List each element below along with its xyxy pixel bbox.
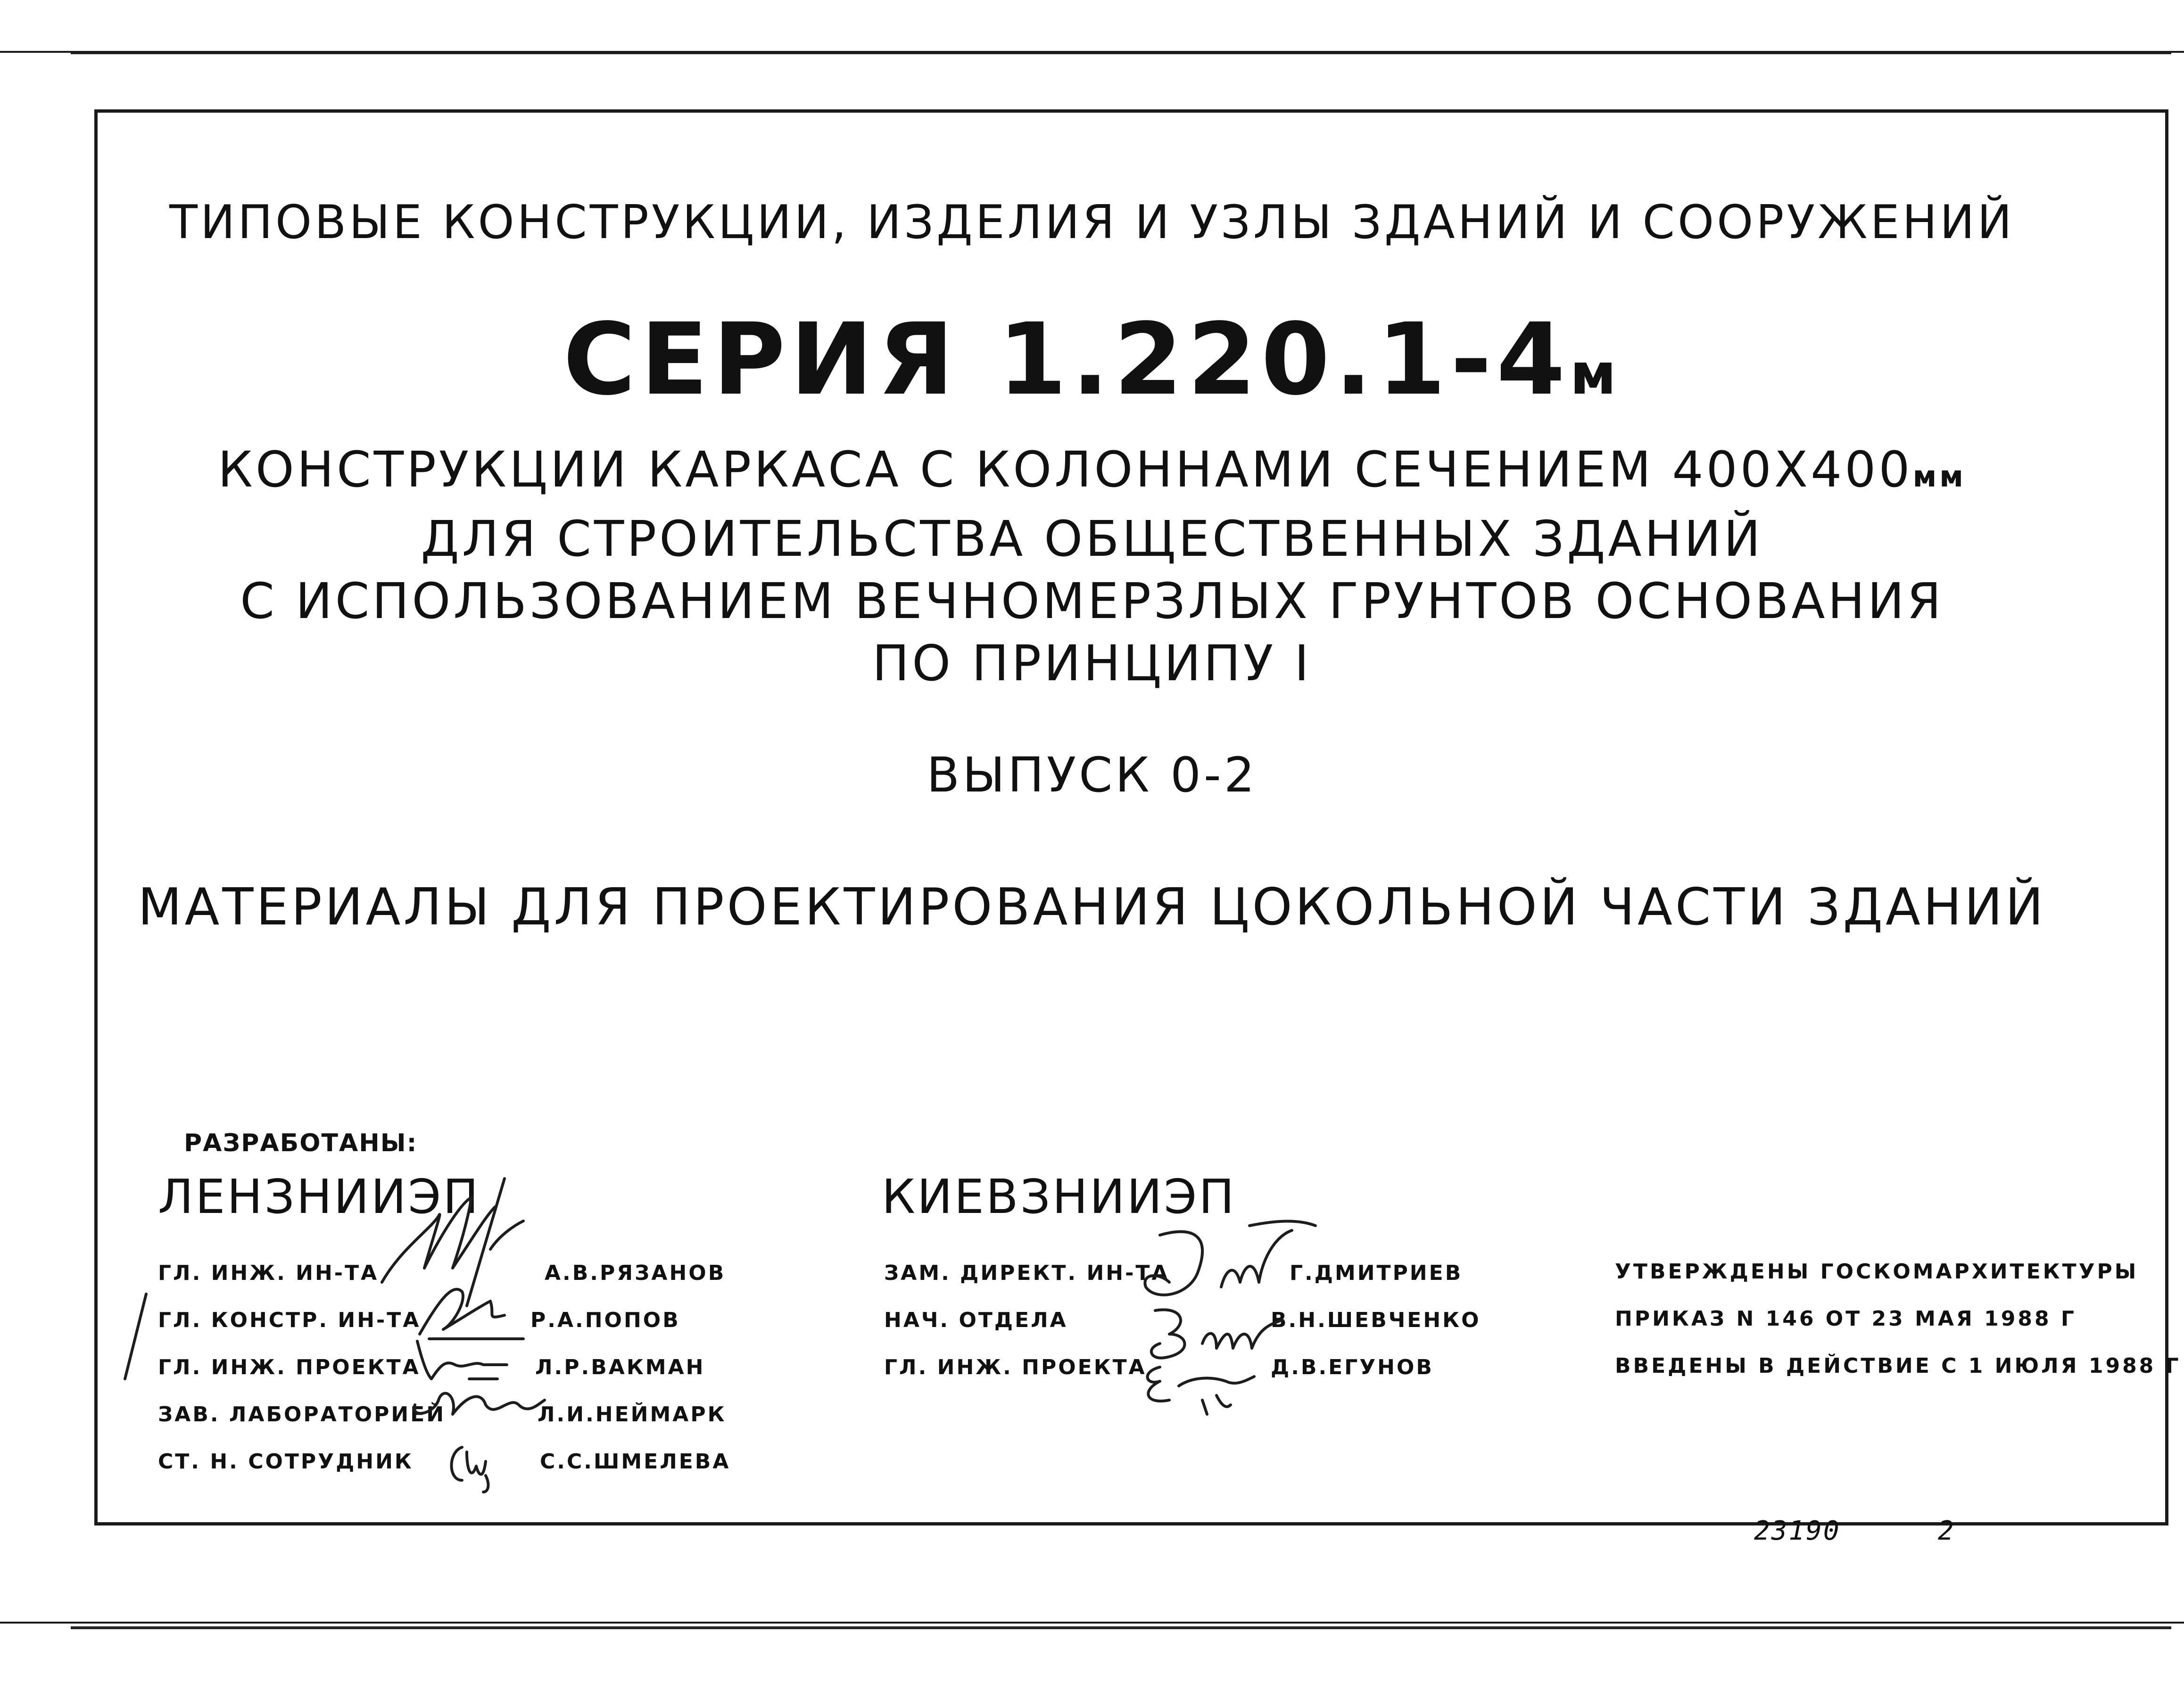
signature-row <box>158 1450 731 1497</box>
person-name: Д.В.ЕГУНОВ <box>1271 1355 1434 1379</box>
person-name: С.С.ШМЕЛЕВА <box>540 1450 731 1474</box>
series-number: СЕРИЯ 1.220.1-4 <box>563 302 1570 417</box>
signature-shevchenko <box>1141 1301 1292 1367</box>
signature-neimark <box>405 1377 547 1428</box>
signature-dmitriev <box>1141 1216 1320 1311</box>
org-2-name: КИЕВЗНИИЭП <box>882 1169 1236 1224</box>
person-name: Г.ДМИТРИЕВ <box>1290 1261 1463 1285</box>
position-title: ГЛ. ИНЖ. ИН-ТА <box>158 1261 379 1285</box>
org-1-name: ЛЕНЗНИИЭП <box>158 1169 480 1224</box>
approval-line-1: УТВЕРЖДЕНЫ ГОСКОМАРХИТЕКТУРЫ <box>1615 1260 2139 1284</box>
position-title: ГЛ. ИНЖ. ПРОЕКТА <box>158 1355 421 1379</box>
approval-line-3: ВВЕДЕНЫ В ДЕЙСТВИЕ С 1 ИЮЛЯ 1988 Г <box>1615 1354 2181 1378</box>
subtitle-line-3: С ИСПОЛЬЗОВАНИЕМ ВЕЧНОМЕРЗЛЫХ ГРУНТОВ ОСНОВАНИЯ <box>240 572 1944 630</box>
series-suffix: м <box>1570 342 1621 407</box>
subtitle-line-2: ДЛЯ СТРОИТЕЛЬСТВА ОБЩЕСТВЕННЫХ ЗДАНИЙ <box>421 510 1763 568</box>
bottom-trim-line <box>0 1622 2184 1624</box>
person-name: Л.Р.ВАКМАН <box>535 1355 705 1379</box>
position-title: ЗАМ. ДИРЕКТ. ИН-ТА <box>884 1261 1170 1285</box>
subtitle-block <box>0 438 2184 694</box>
position-title: НАЧ. ОТДЕЛА <box>884 1308 1068 1332</box>
issue-label: ВЫПУСК 0-2 <box>927 747 1257 803</box>
stray-mark <box>120 1292 149 1381</box>
subtitle-unit: мм <box>1912 459 1966 494</box>
person-name: Р.А.ПОПОВ <box>530 1308 680 1332</box>
position-title: ГЛ. ИНЖ. ПРОЕКТА <box>884 1355 1147 1379</box>
issue-topic: МАТЕРИАЛЫ ДЛЯ ПРОЕКТИРОВАНИЯ ЦОКОЛЬНОЙ ЧАСТИ ЗДАНИЙ <box>138 878 2046 937</box>
approval-line-2: ПРИКАЗ N 146 ОТ 23 МАЯ 1988 Г <box>1615 1307 2076 1331</box>
sheet-number: 2 <box>1938 1516 1955 1546</box>
subtitle-line-1-text: КОНСТРУКЦИИ КАРКАСА С КОЛОННАМИ СЕЧЕНИЕМ 400Х400 <box>218 441 1913 498</box>
position-title: ЗАВ. ЛАБОРАТОРИЕЙ <box>158 1402 446 1426</box>
archive-number: 23190 <box>1754 1516 1841 1546</box>
document-category-title: ТИПОВЫЕ КОНСТРУКЦИИ, ИЗДЕЛИЯ И УЗЛЫ ЗДАНИЙ И СООРУЖЕНИЙ <box>169 196 2015 249</box>
signature-shmeleva <box>443 1438 500 1494</box>
subtitle-line-4: ПО ПРИНЦИПУ I <box>872 635 1312 692</box>
person-name: В.Н.ШЕВЧЕНКО <box>1271 1308 1481 1332</box>
person-name: А.В.РЯЗАНОВ <box>545 1261 726 1285</box>
series-title <box>0 302 2184 417</box>
subtitle-line-1 <box>0 438 2184 508</box>
position-title: ГЛ. КОНСТР. ИН-ТА <box>158 1308 421 1332</box>
top-trim-line <box>0 51 2184 53</box>
signature-egunov <box>1132 1358 1273 1419</box>
person-name: Л.И.НЕЙМАРК <box>538 1402 727 1426</box>
approval-block <box>1615 1260 2181 1401</box>
developed-by-label: РАЗРАБОТАНЫ: <box>184 1129 418 1157</box>
position-title: СТ. Н. СОТРУДНИК <box>158 1450 414 1474</box>
